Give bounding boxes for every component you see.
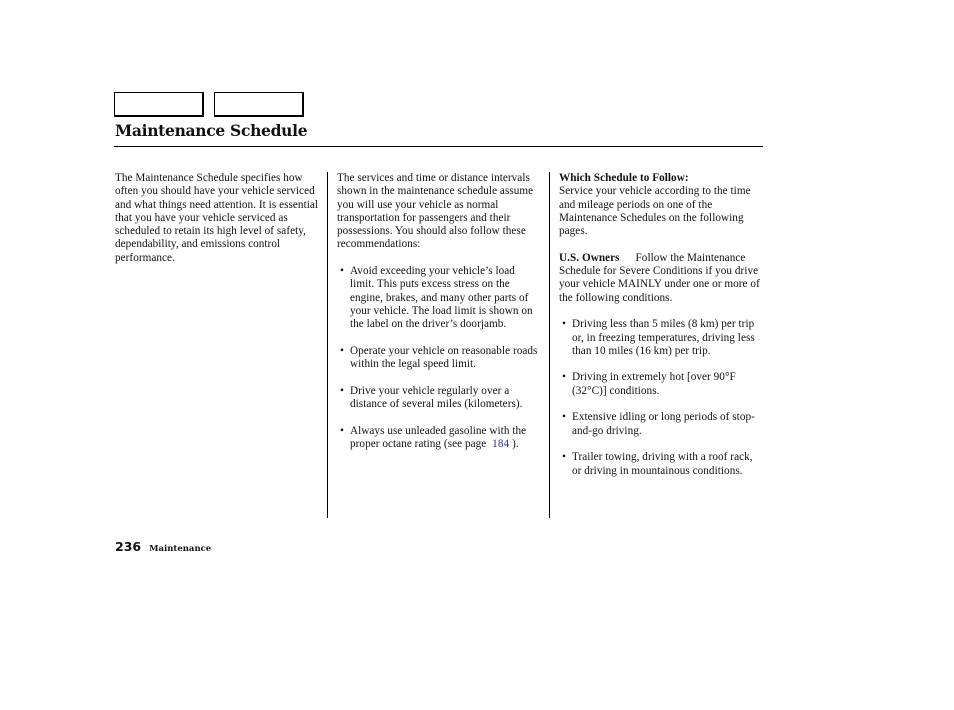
nav-tab-1[interactable] bbox=[114, 92, 204, 117]
list-item bbox=[559, 451, 764, 478]
schedule-section bbox=[559, 172, 764, 238]
footer-section-name: Maintenance bbox=[149, 544, 212, 554]
list-item-text: Operate your vehicle on reasonable roads within the legal speed limit. bbox=[350, 344, 538, 371]
title-rule bbox=[114, 146, 763, 147]
page-reference-link[interactable]: 184 bbox=[492, 437, 510, 450]
recommendations-list bbox=[337, 265, 542, 451]
conditions-list bbox=[559, 318, 764, 478]
intro-paragraph: The Maintenance Schedule specifies how often you should have your vehicle serviced and what things need attention. It is essential that you have your vehicle serviced as scheduled to retain its high level of safety, dependability, and emissions control performance. bbox=[115, 172, 319, 264]
column-2 bbox=[337, 172, 542, 465]
page-number: 236 bbox=[115, 539, 142, 554]
list-item bbox=[337, 345, 542, 372]
bullet-symbol: • bbox=[562, 451, 566, 464]
list-item bbox=[559, 371, 764, 398]
list-item-text: Driving less than 5 miles (8 km) per trip or, in freezing temperatures, driving less than 10 miles (16 km) per trip. bbox=[572, 318, 755, 357]
bullet-symbol: • bbox=[562, 411, 566, 424]
column-divider-2 bbox=[549, 172, 550, 518]
list-item-text: Avoid exceeding your vehicle’s load limit. This puts excess stress on the engine, brakes, and many other parts of your vehicle. The load limit is shown on the label on the driver’s doorjamb. bbox=[350, 265, 533, 331]
bullet-symbol: • bbox=[340, 265, 344, 278]
us-owners-text: Follow the Maintenance Schedule for Severe Conditions if you drive your vehicle MAINLY under one or more of the following conditions. bbox=[559, 251, 760, 304]
list-item-text: Trailer towing, driving with a roof rack, or driving in mountainous conditions. bbox=[572, 451, 753, 477]
page-footer bbox=[115, 536, 211, 555]
nav-tab-2[interactable] bbox=[214, 92, 304, 117]
list-item-text: Drive your vehicle regularly over a distance of several miles (kilometers). bbox=[350, 384, 523, 411]
list-item bbox=[337, 425, 542, 452]
list-item bbox=[337, 265, 542, 331]
column-3 bbox=[559, 172, 764, 491]
us-owners-section bbox=[559, 252, 764, 305]
schedule-heading: Which Schedule to Follow: bbox=[559, 172, 689, 184]
list-item-text: Extensive idling or long periods of stop-and-go driving. bbox=[572, 411, 755, 437]
bullet-symbol: • bbox=[340, 424, 344, 437]
bullet-symbol: • bbox=[562, 318, 566, 331]
list-item-suffix: ). bbox=[512, 437, 519, 450]
column-divider-1 bbox=[327, 172, 328, 518]
list-item bbox=[559, 318, 764, 358]
list-item-text: Always use unleaded gasoline with the proper octane rating (see page bbox=[350, 424, 527, 450]
bullet-symbol: • bbox=[340, 384, 344, 397]
bullet-symbol: • bbox=[340, 344, 344, 357]
list-item-text: Driving in extremely hot [over 90°F (32°C)] conditions. bbox=[572, 371, 736, 397]
page-title: Maintenance Schedule bbox=[115, 121, 308, 140]
schedule-text: Service your vehicle according to the time and mileage periods on one of the Maintenance Schedules on the following pages. bbox=[559, 185, 751, 238]
list-item bbox=[559, 411, 764, 438]
list-item bbox=[337, 385, 542, 412]
recommendations-intro: The services and time or distance intervals shown in the maintenance schedule assume you will use your vehicle as normal transportation for passengers and their possessions. You should also follow these recommendations: bbox=[337, 172, 534, 251]
bullet-symbol: • bbox=[562, 371, 566, 384]
column-1 bbox=[115, 172, 320, 278]
us-owners-label: U.S. Owners bbox=[559, 251, 620, 264]
